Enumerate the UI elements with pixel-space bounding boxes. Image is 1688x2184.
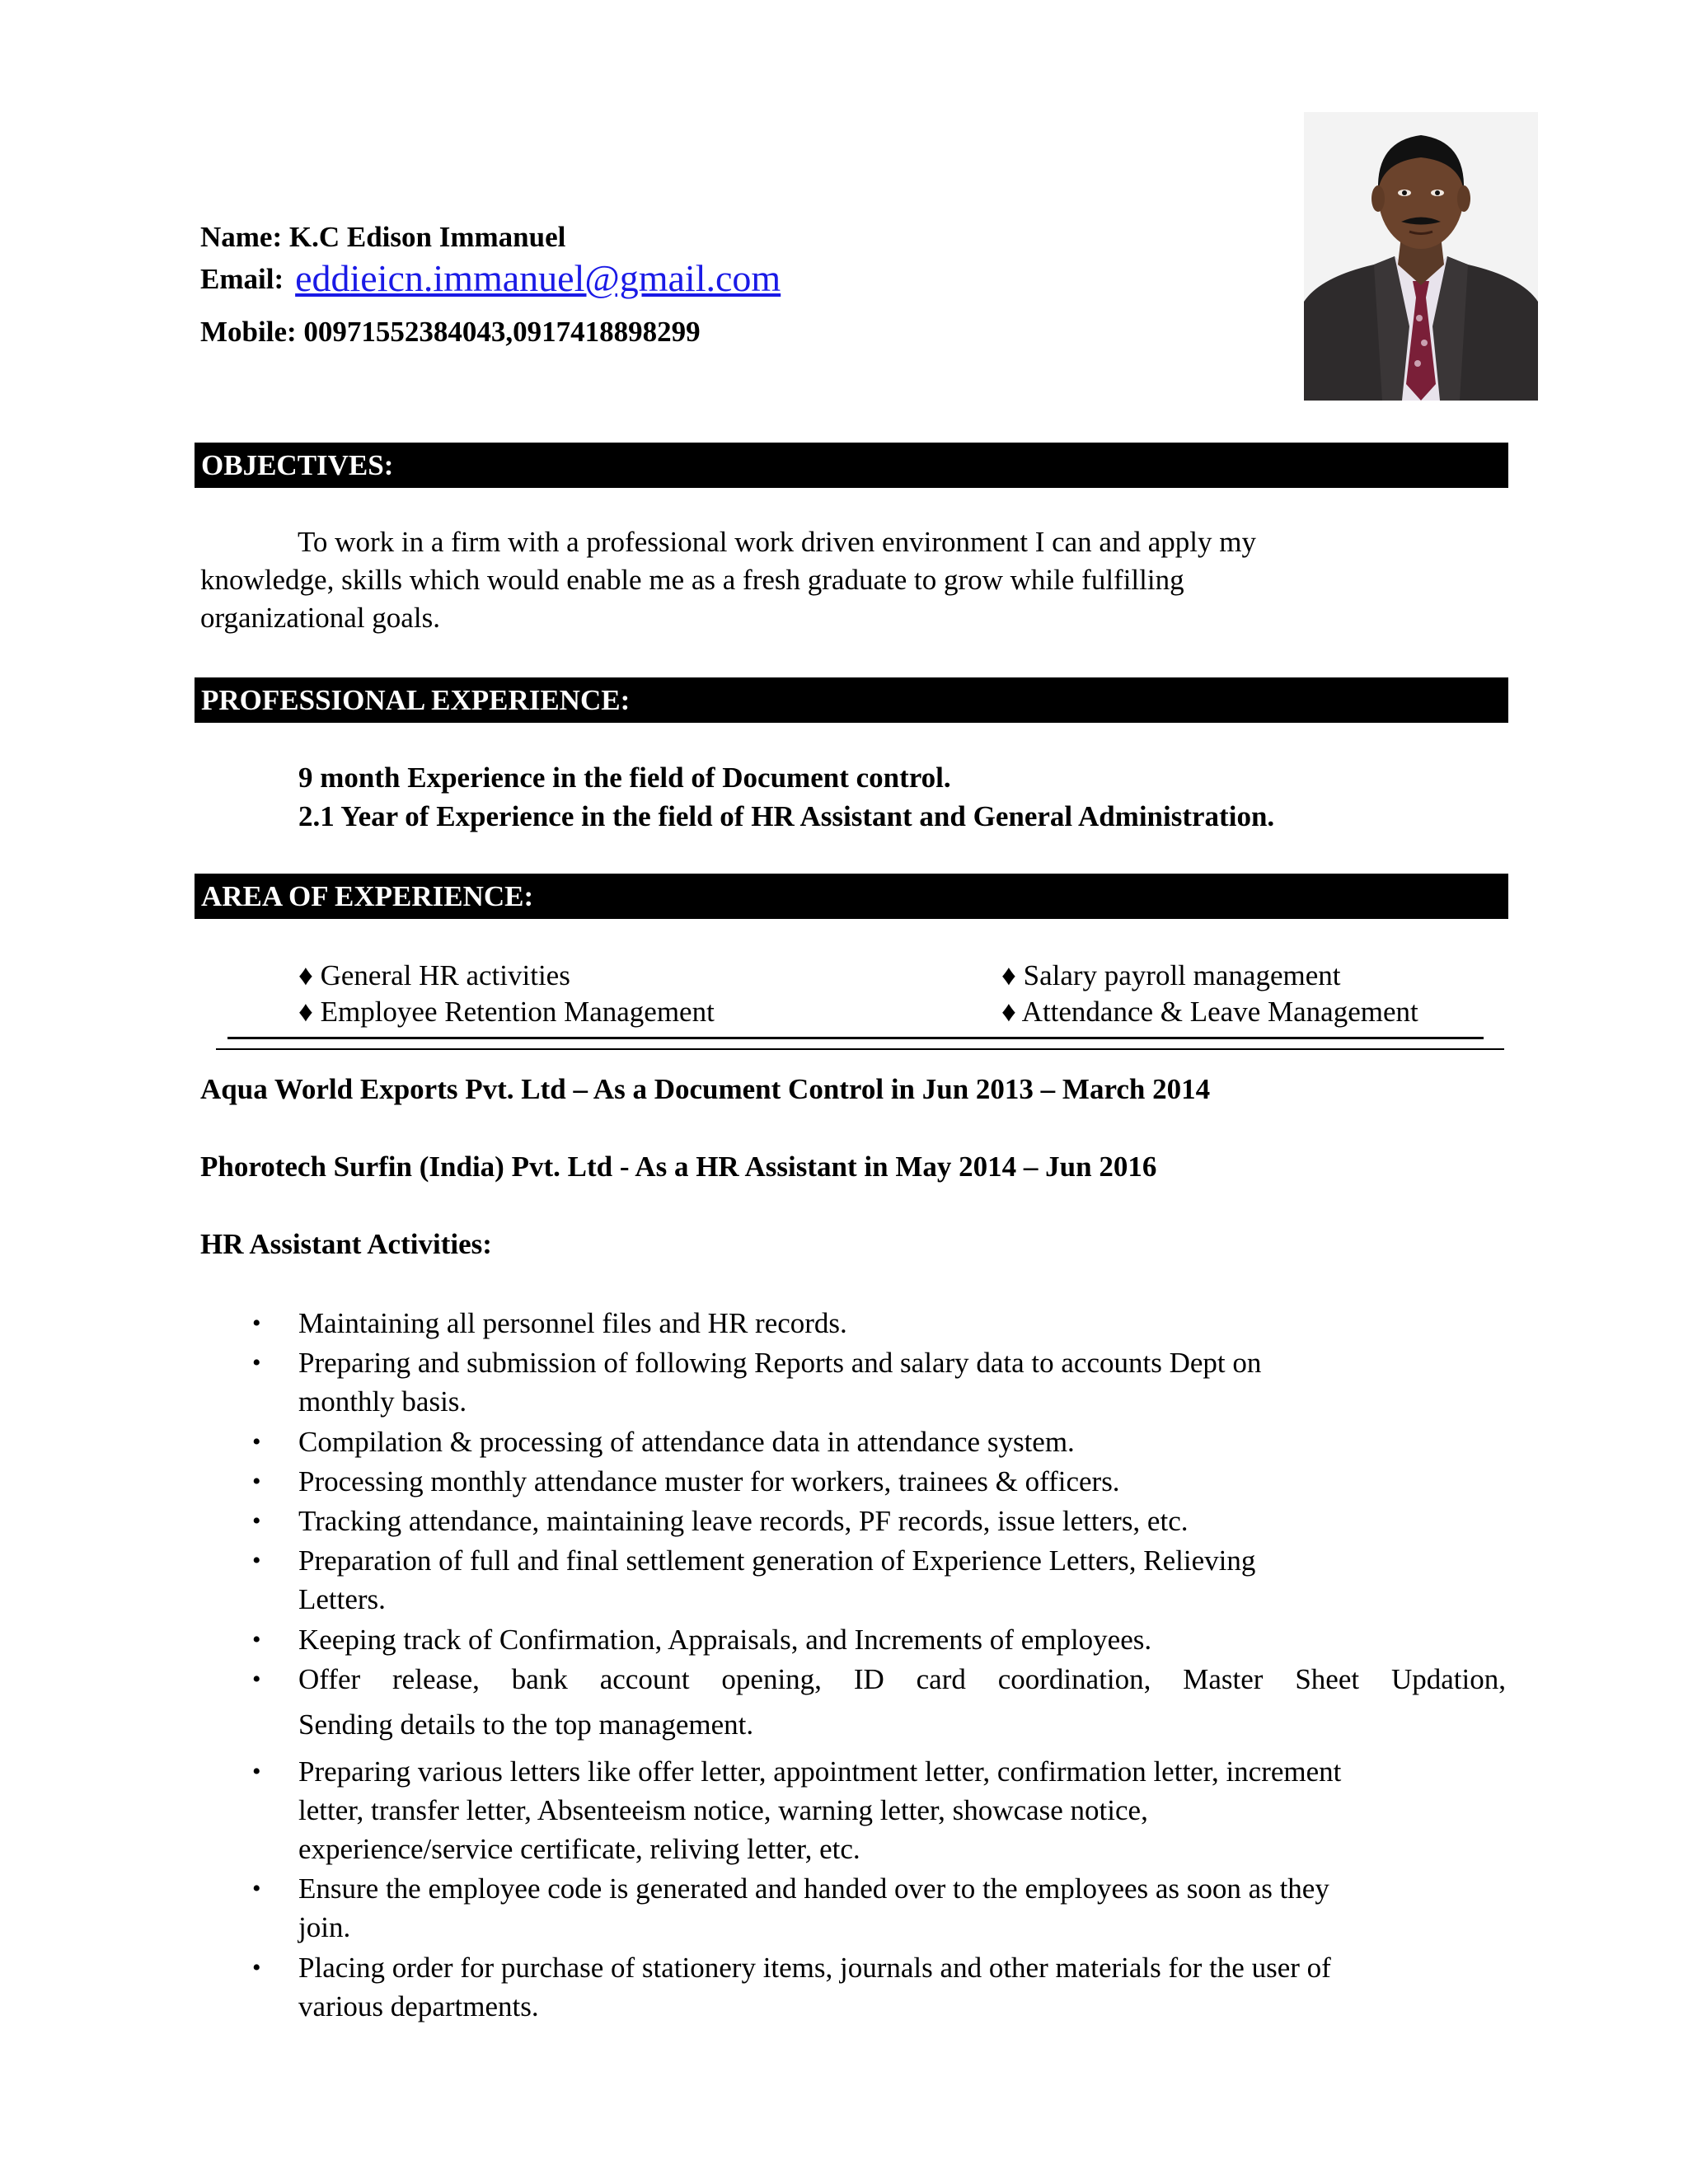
bullet-icon: • (252, 1547, 261, 1574)
list-item (252, 1502, 1506, 1540)
activity-text: experience/service certificate, reliving letter, etc. (298, 1833, 860, 1865)
activity-text: Preparation of full and final settlement generation of Experience Letters, Relieving (298, 1544, 1256, 1577)
activity-text: Processing monthly attendance muster for workers, trainees & officers. (298, 1465, 1120, 1497)
list-item (252, 1869, 1506, 1947)
bullet-icon: • (252, 1507, 261, 1535)
name-line (200, 221, 565, 254)
activity-text: Sending details to the top management. (298, 1708, 754, 1741)
mobile-value: 00971552384043,0917418898299 (303, 316, 701, 348)
objective-line: knowledge, skills which would enable me as a fresh graduate to grow while fulfilling (200, 564, 1184, 596)
mobile-label: Mobile: (200, 316, 297, 348)
area-item: ♦ General HR activities (298, 959, 570, 991)
activity-text: join. (298, 1911, 351, 1943)
bullet-icon: • (252, 1666, 261, 1693)
list-item (252, 1660, 1506, 1744)
area-of-experience-heading: AREA OF EXPERIENCE: (195, 874, 1508, 919)
objectives-heading: OBJECTIVES: (195, 443, 1508, 488)
area-item: ♦ Attendance & Leave Management (1001, 996, 1418, 1028)
list-item (252, 1422, 1506, 1461)
bullet-icon: • (252, 1310, 261, 1337)
activity-text: Maintaining all personnel files and HR records. (298, 1307, 847, 1339)
bullet-icon: • (252, 1349, 261, 1376)
activity-text: Keeping track of Confirmation, Appraisals, and Increments of employees. (298, 1624, 1152, 1656)
list-item (252, 1948, 1506, 2026)
profile-photo (1304, 112, 1538, 401)
bullet-icon: • (252, 1954, 261, 1981)
email-line (200, 257, 781, 299)
area-item: ♦ Employee Retention Management (298, 996, 715, 1028)
list-item (252, 1620, 1506, 1659)
activity-text: Placing order for purchase of stationery items, journals and other materials for the user of (298, 1952, 1331, 1984)
divider-line (227, 1037, 1484, 1039)
activity-text: monthly basis. (298, 1385, 467, 1418)
email-link[interactable]: eddieicn.immanuel@gmail.com (295, 257, 781, 299)
bullet-icon: • (252, 1428, 261, 1455)
activity-text: Offer release, bank account opening, ID card coordination, Master Sheet Updation, (298, 1663, 1506, 1695)
name-value: K.C Edison Immanuel (288, 221, 566, 253)
professional-experience-heading: PROFESSIONAL EXPERIENCE: (195, 677, 1508, 723)
name-label: Name: (200, 221, 283, 253)
list-item (252, 1752, 1506, 1868)
area-item: ♦ Salary payroll management (1001, 959, 1341, 991)
bullet-icon: • (252, 1468, 261, 1495)
activity-text: Tracking attendance, maintaining leave records, PF records, issue letters, etc. (298, 1505, 1189, 1537)
list-item (252, 1541, 1506, 1619)
objective-text (200, 523, 1511, 637)
activity-text: letter, transfer letter, Absenteeism notice, warning letter, showcase notice, (298, 1794, 1148, 1826)
objective-line: To work in a firm with a professional work driven environment I can and apply my (298, 526, 1256, 558)
activity-text: Preparing and submission of following Reports and salary data to accounts Dept on (298, 1347, 1262, 1379)
hr-activities-heading: HR Assistant Activities: (200, 1228, 492, 1260)
divider-line (216, 1048, 1504, 1050)
experience-item: 9 month Experience in the field of Document control. (298, 762, 951, 794)
activity-text: Compilation & processing of attendance data in attendance system. (298, 1426, 1075, 1458)
objective-line: organizational goals. (200, 602, 440, 634)
email-label: Email: (200, 263, 284, 295)
bullet-icon: • (252, 1626, 261, 1653)
job-entry: Aqua World Exports Pvt. Ltd – As a Document Control in Jun 2013 – March 2014 (200, 1073, 1211, 1105)
list-item (252, 1304, 1506, 1343)
activity-text: Ensure the employee code is generated and handed over to the employees as soon as they (298, 1872, 1329, 1905)
bullet-icon: • (252, 1758, 261, 1785)
activity-text: Preparing various letters like offer letter, appointment letter, confirmation letter, increment (298, 1755, 1342, 1788)
list-item (252, 1462, 1506, 1501)
bullet-icon: • (252, 1875, 261, 1902)
job-entry: Phorotech Surfin (India) Pvt. Ltd - As a HR Assistant in May 2014 – Jun 2016 (200, 1151, 1157, 1183)
list-item (252, 1343, 1506, 1421)
activity-text: various departments. (298, 1990, 539, 2022)
activity-text: Letters. (298, 1583, 386, 1615)
mobile-line (200, 316, 701, 349)
experience-item: 2.1 Year of Experience in the field of HR Assistant and General Administration. (298, 800, 1275, 832)
